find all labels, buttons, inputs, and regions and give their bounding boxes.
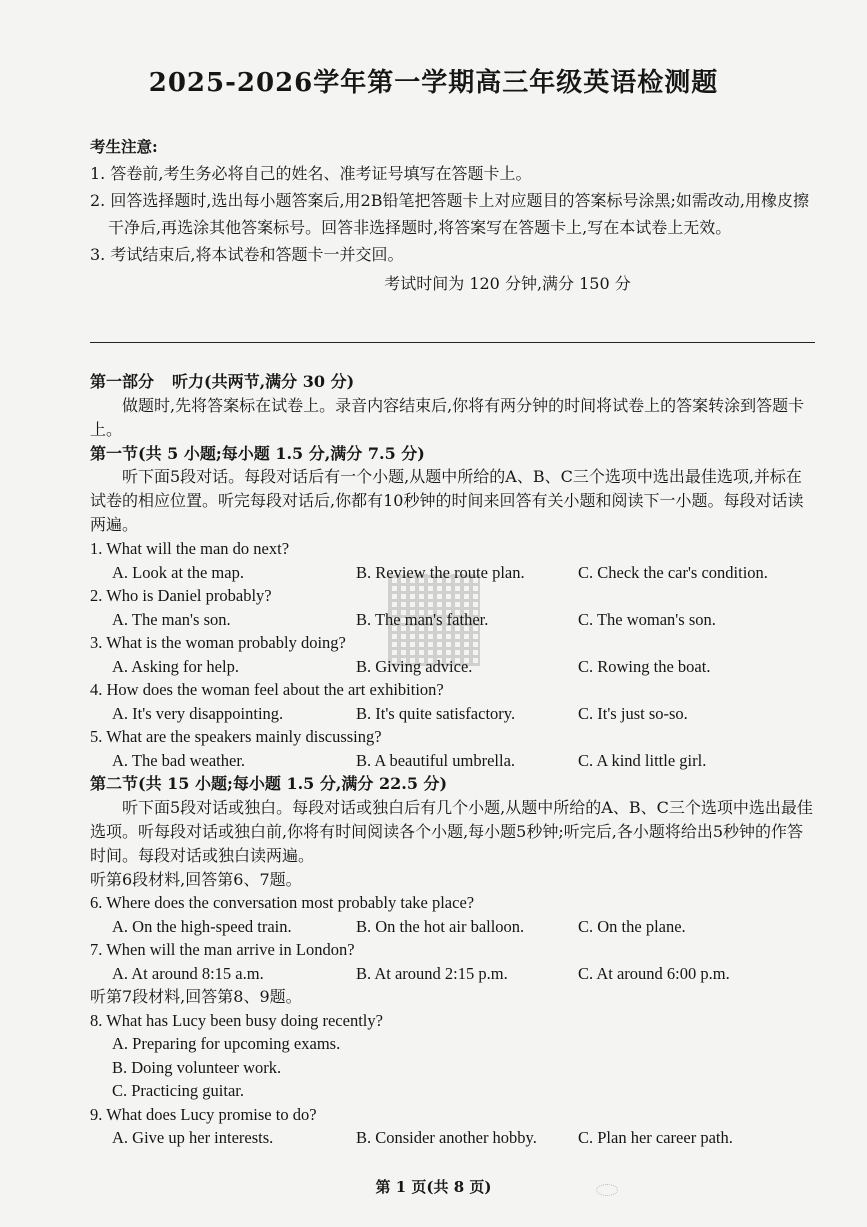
- material-instruction: 听第6段材料,回答第6、7题。: [90, 869, 302, 889]
- option-a: A. Look at the map.: [112, 562, 244, 582]
- option-a: A. On the high-speed train.: [112, 916, 292, 936]
- listening-part: [90, 370, 815, 1150]
- exam-time: 考试时间为 120 分钟,满分 150 分: [384, 274, 631, 293]
- option-c: C. At around 6:00 p.m.: [578, 963, 730, 983]
- option-b: B. Review the route plan.: [356, 562, 525, 582]
- option-c: C. Plan her career path.: [578, 1128, 733, 1147]
- question-options: [90, 702, 815, 726]
- option-c: C. The woman's son.: [578, 609, 716, 629]
- option-b: B. Giving advice.: [356, 656, 473, 676]
- option-b: B. The man's father.: [356, 609, 489, 629]
- section-heading: 第二节(共 15 小题;每小题 1.5 分,满分 22.5 分): [90, 774, 448, 793]
- option-b: B. It's quite satisfactory.: [356, 703, 516, 723]
- section-heading: 第一节(共 5 小题;每小题 1.5 分,满分 7.5 分): [90, 443, 425, 463]
- option-c: C. Check the car's condition.: [578, 562, 768, 582]
- option-b: B. A beautiful umbrella.: [356, 750, 516, 770]
- option-a: A. It's very disappointing.: [112, 703, 284, 723]
- option-b: B. Consider another hobby.: [356, 1128, 537, 1147]
- option-c: C. Practicing guitar.: [112, 1081, 244, 1100]
- option-c: C. Rowing the boat.: [578, 656, 711, 676]
- question-stem: 1. What will the man do next?: [90, 539, 290, 558]
- question-options: [90, 915, 815, 939]
- question-stem: 8. What has Lucy been busy doing recently?: [90, 1010, 383, 1030]
- part-label: 第一部分: [90, 372, 155, 391]
- section-intro: 听下面5段对话。每段对话后有一个小题,从题中所给的A、B、C三个选项中选出最佳选项,并标在试卷的相应位置。听完每段对话后,你都有10秒钟的时间来回答有关小题和阅读下一小题。每段对话读两遍。: [90, 467, 804, 534]
- notice-item: 1. 答卷前,考生务必将自己的姓名、准考证号填写在答题卡上。: [90, 164, 532, 183]
- option-c: C. It's just so-so.: [578, 703, 688, 723]
- option-a: A. Preparing for upcoming exams.: [112, 1034, 341, 1053]
- part-heading: [90, 370, 815, 394]
- candidate-notice: [90, 133, 815, 297]
- part-intro: 做题时,先将答案标在试卷上。录音内容结束后,你将有两分钟的时间将试卷上的答案转涂到答题卡上。: [90, 395, 805, 439]
- option-a: A. Give up her interests.: [112, 1128, 274, 1147]
- question-stem: 9. What does Lucy promise to do?: [90, 1104, 317, 1124]
- option-a: A. At around 8:15 a.m.: [112, 963, 264, 983]
- option-b: B. Doing volunteer work.: [112, 1057, 282, 1077]
- option-b: B. On the hot air balloon.: [356, 916, 525, 936]
- material-instruction: 听第7段材料,回答第8、9题。: [90, 987, 302, 1006]
- exam-title: 2025-2026学年第一学期高三年级英语检测题: [148, 68, 719, 98]
- option-c: C. A kind little girl.: [578, 750, 707, 770]
- option-a: A. The man's son.: [112, 609, 231, 629]
- question-stem: 5. What are the speakers mainly discussing?: [90, 727, 382, 746]
- question-options: [90, 561, 815, 585]
- option-a: A. The bad weather.: [112, 750, 246, 770]
- notice-item: 2. 回答选择题时,选出每小题答案后,用2B铅笔把答题卡上对应题目的答案标号涂黑;如需改动,用橡皮擦干净后,再选涂其他答案标号。回答非选择题时,将答案写在答题卡上,写在本试卷上无效。: [90, 191, 809, 237]
- question-stem: 2. Who is Daniel probably?: [90, 586, 272, 605]
- option-b: B. At around 2:15 p.m.: [356, 963, 508, 983]
- section-intro: 听下面5段对话或独白。每段对话或独白后有几个小题,从题中所给的A、B、C三个选项中选出最佳选项。听每段对话或独白前,你将有时间阅读各个小题,每小题5秒钟;听完后,各小题将给出5秒钟的作答时间。每段对话或独白读两遍。: [90, 797, 813, 865]
- question-options: [90, 608, 815, 632]
- scan-mark: [596, 1184, 618, 1196]
- question-stem: 6. Where does the conversation most probably take place?: [90, 893, 475, 912]
- question-options: [90, 655, 815, 679]
- question-stem: 3. What is the woman probably doing?: [90, 633, 346, 652]
- question-options: [90, 749, 815, 773]
- part-title: 听力(共两节,满分 30 分): [172, 372, 355, 391]
- question-options: [90, 1126, 815, 1150]
- notice-item: 3. 考试结束后,将本试卷和答题卡一并交回。: [90, 245, 404, 264]
- question-stem: 4. How does the woman feel about the art exhibition?: [90, 680, 444, 699]
- notice-heading: 考生注意:: [90, 137, 158, 156]
- divider: [90, 342, 815, 343]
- question-stem: 7. When will the man arrive in London?: [90, 940, 355, 959]
- page-number: 第 1 页(共 8 页): [375, 1178, 492, 1196]
- option-c: C. On the plane.: [578, 916, 686, 936]
- option-a: A. Asking for help.: [112, 656, 239, 676]
- question-options: [90, 962, 815, 986]
